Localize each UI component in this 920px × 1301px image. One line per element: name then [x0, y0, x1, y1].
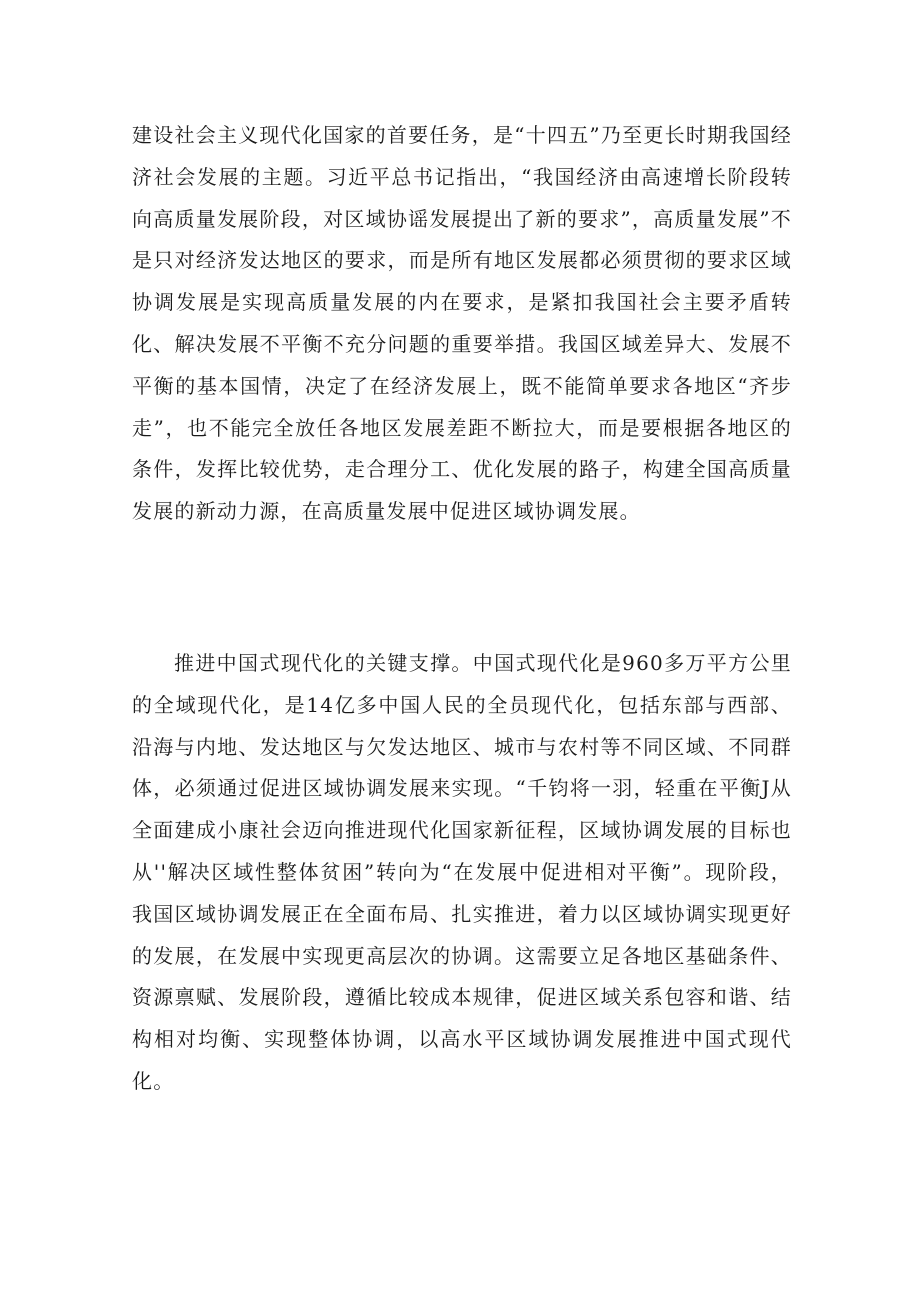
paragraph-chinese-modernization: 推进中国式现代化的关键支撑。中国式现代化是960多万平方公里的全域现代化，是14亿多中国人民的全员现代化，包括东部与西部、沿海与内地、发达地区与欠发达地区、城市与农村等不同区域、不同群体，必须通过促进区域协调发展来实现。“千钧将一羽，轻重在平衡J从全面建成小康社会迈向推进现代化国家新征程，区域协调发展的目标也从''解决区域性整体贫困”转向为“在发展中促进相对平衡”。现阶段，我国区域协调发展正在全面布局、扎实推进，着力以区域协调实现更好的发展，在发展中实现更高层次的协调。这需要立足各地区基础条件、资源禀赋、发展阶段，遵循比较成本规律，促进区域关系包容和谐、结构相对均衡、实现整体协调，以高水平区域协调发展推进中国式现代化。 — [132, 651, 792, 1093]
paragraph-high-quality-development: 建设社会主义现代化国家的首要任务，是“十四五”乃至更长时期我国经济社会发展的主题。习近平总书记指出，“我国经济由高速增长阶段转向高质量发展阶段，对区域协谣发展提出了新的要求”，高质量发展”不是只对经济发达地区的要求，而是所有地区发展都必须贯彻的要求区域协调发展是实现高质量发展的内在要求，是紧扣我国社会主要矛盾转化、解决发展不平衡不充分问题的重要举措。我国区域差异大、发展不平衡的基本国情，决定了在经济发展上，既不能简单要求各地区“齐步走”，也不能完全放任各地区发展差距不断拉大，而是要根据各地区的条件，发挥比较优势，走合理分工、优化发展的路子，构建全国高质量发展的新动力源，在高质量发展中促进区域协调发展。 — [132, 123, 792, 524]
